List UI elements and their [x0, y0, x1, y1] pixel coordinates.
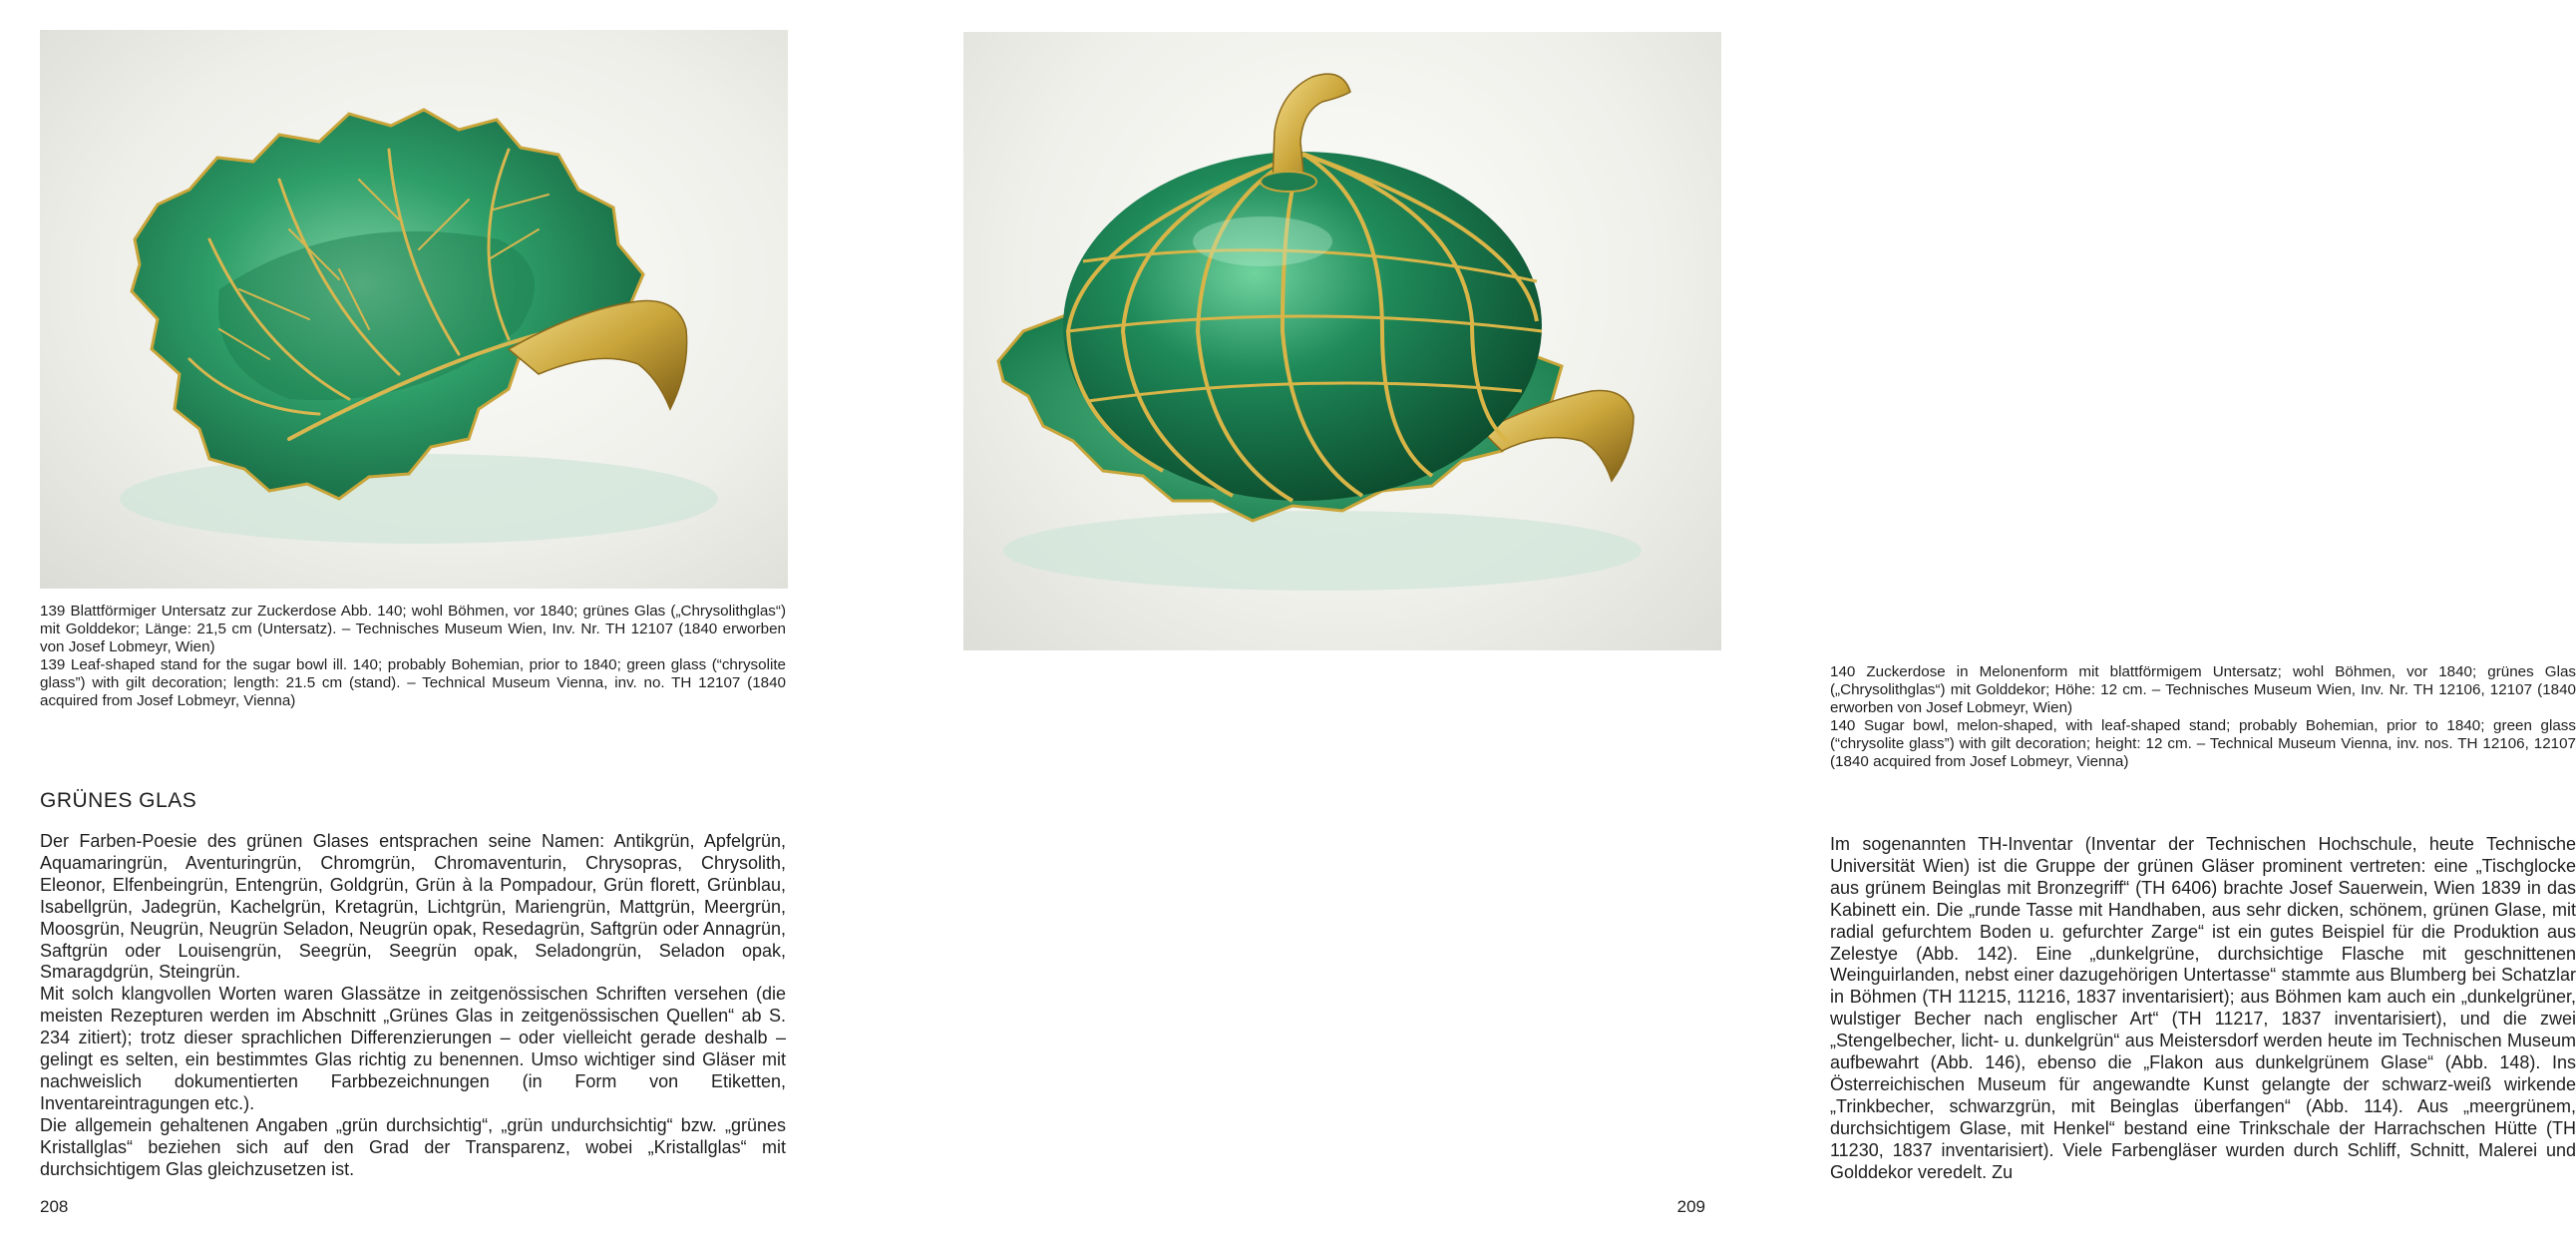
section-heading: GRÜNES GLAS [40, 789, 197, 812]
figure-139-caption [40, 603, 786, 710]
caption-german: 140 Zuckerdose in Melonenform mit blattförmigem Untersatz; wohl Böhmen, vor 1840; grünes Glas („Chrysolithglas“) mit Golddekor; Höhe: 12 cm. – Technisches Museum Wien, Inv. Nr. TH 12106, 12107 (1840 erworben von Josef Lobmeyr, Wien) [1830, 663, 2576, 716]
page-number: 209 [1676, 1197, 1705, 1216]
right-body-text [1830, 834, 2576, 1184]
caption-english: 139 Leaf-shaped stand for the sugar bowl ill. 140; probably Bohemian, prior to 1840; green glass (“chrysolite glass”) with gilt decoration; length: 21.5 cm (stand). – Technical Museum Vienna, inv. no. TH 12107 (1840 acquired from Josef Lobmeyr, Vienna) [40, 656, 786, 709]
paragraph: Im sogenannten TH-Inventar (Inventar der Technischen Hochschule, heute Technische Universität Wien) ist die Gruppe der grünen Gläser prominent vertreten: eine „Tischglocke aus grünem Beinglas mit Bronzegriff“ (TH 6406) brachte Josef Sauerwein, Wien 1839 in das Kabinett ein. Die „runde Tasse mit Handhaben, aus sehr dicken, schönem, grünen Glase, mit radial gefurchtem Boden u. gefurchter Zarge“ ist ein gutes Beispiel für die Produktion aus Zelestye (Abb. 142). Eine „dunkelgrüne, durchsichtige Flasche mit geschnittenen Weinguirlanden, nebst einer dazugehörigen Untertasse“ stammte aus Blumberg bei Schatzlar in Böhmen (TH 11215, 11216, 1837 inventarisiert); aus Böhmen kam auch ein „dunkelgrüner, wulstiger Becher nach englischer Art“ (TH 11217, 1837 inventarisiert), und die zwei „Stengelbecher, licht- u. dunkelgrün“ aus Meistersdorf werden heute im Technischen Museum aufbewahrt (Abb. 146), ebenso die „Flakon aus dunkelgrünem Glase“ (Abb. 148). Ins Österreichischen Museum für angewandte Kunst gelangte der schwarz-weiß wirkende „Trinkbecher, schwarzgrün, mit Beinglas überfangen“ (Abb. 114). Aus „meergrünem, durchsichtigem Glase, mit Henkel“ bestand eine Trinkschale der Harrachschen Hütte (TH 11230, 1837 inventarisiert). Viele Farbengläser wurden durch Schliff, Schnitt, Malerei und Golddekor veredelt. Zu [1830, 834, 2576, 1182]
page-number: 208 [40, 1197, 69, 1216]
left-body-text [40, 831, 786, 1181]
leaf-stand-illustration [40, 30, 788, 589]
paragraph: Der Farben-Poesie des grünen Glases entsprachen seine Namen: Antikgrün, Apfelgrün, Aquamaringrün, Aventuringrün, Chromgrün, Chromaventurin, Chrysopras, Chrysolith, Eleonor, Elfenbeingrün, Entengrün, Goldgrün, Grün à la Pompadour, Grün florett, Grünblau, Isabellgrün, Jadegrün, Kachelgrün, Kretagrün, Lichtgrün, Mariengrün, Mattgrün, Meergrün, Moosgrün, Neugrün, Neugrün Seladon, Neugrün opak, Resedagrün, Saftgrün oder Annagrün, Saftgrün oder Louisengrün, Seegrün, Seegrün opak, Seladongrün, Seladon opak, Smaragdgrün, Steingrün. [40, 831, 786, 983]
melon-sugar-bowl-photo [963, 32, 1721, 650]
handle-base [1261, 172, 1316, 192]
leaf-shadow [120, 454, 718, 544]
left-page [0, 0, 869, 1244]
caption-german: 139 Blattförmiger Untersatz zur Zuckerdose Abb. 140; wohl Böhmen, vor 1840; grünes Glas („Chrysolithglas“) mit Golddekor; Länge: 21,5 cm (Untersatz). – Technisches Museum Wien, Inv. Nr. TH 12107 (1840 erworben von Josef Lobmeyr, Wien) [40, 603, 786, 655]
stand-shadow [1003, 511, 1642, 591]
paragraph: Die allgemein gehaltenen Angaben „grün durchsichtig“, „grün undurchsichtig“ bzw. „grünes Kristallglas“ beziehen sich auf den Grad der Transparenz, wobei „Kristallglas“ mit durchsichtigem Glas gleichzusetzen ist. [40, 1114, 786, 1179]
right-page [869, 0, 2576, 1244]
melon-body [1063, 152, 1542, 501]
melon-bowl-illustration [963, 32, 1721, 650]
figure-140-caption [1830, 663, 2576, 771]
leaf-stand-photo [40, 30, 788, 589]
caption-english: 140 Sugar bowl, melon-shaped, with leaf-shaped stand; probably Bohemian, prior to 1840; green glass (“chrysolite glass”) with gilt decoration; height: 12 cm. – Technical Museum Vienna, inv. nos. TH 12106, 12107 (1840 acquired from Josef Lobmeyr, Vienna) [1830, 717, 2576, 770]
melon-highlight [1193, 216, 1332, 266]
paragraph: Mit solch klangvollen Worten waren Glassätze in zeitgenössischen Schriften versehen (die meisten Rezepturen werden im Abschnitt „Grünes Glas in zeitgenössischen Quellen“ ab S. 234 zitiert); trotz dieser sprachlichen Differenzierungen – oder vielleicht gerade deshalb – gelingt es selten, ein bestimmtes Glas richtig zu benennen. Umso wichtiger sind Gläser mit nachweislich dokumentierten Farbbezeichnungen (in Form von Etiketten, Inventareintragungen etc.). [40, 984, 786, 1113]
